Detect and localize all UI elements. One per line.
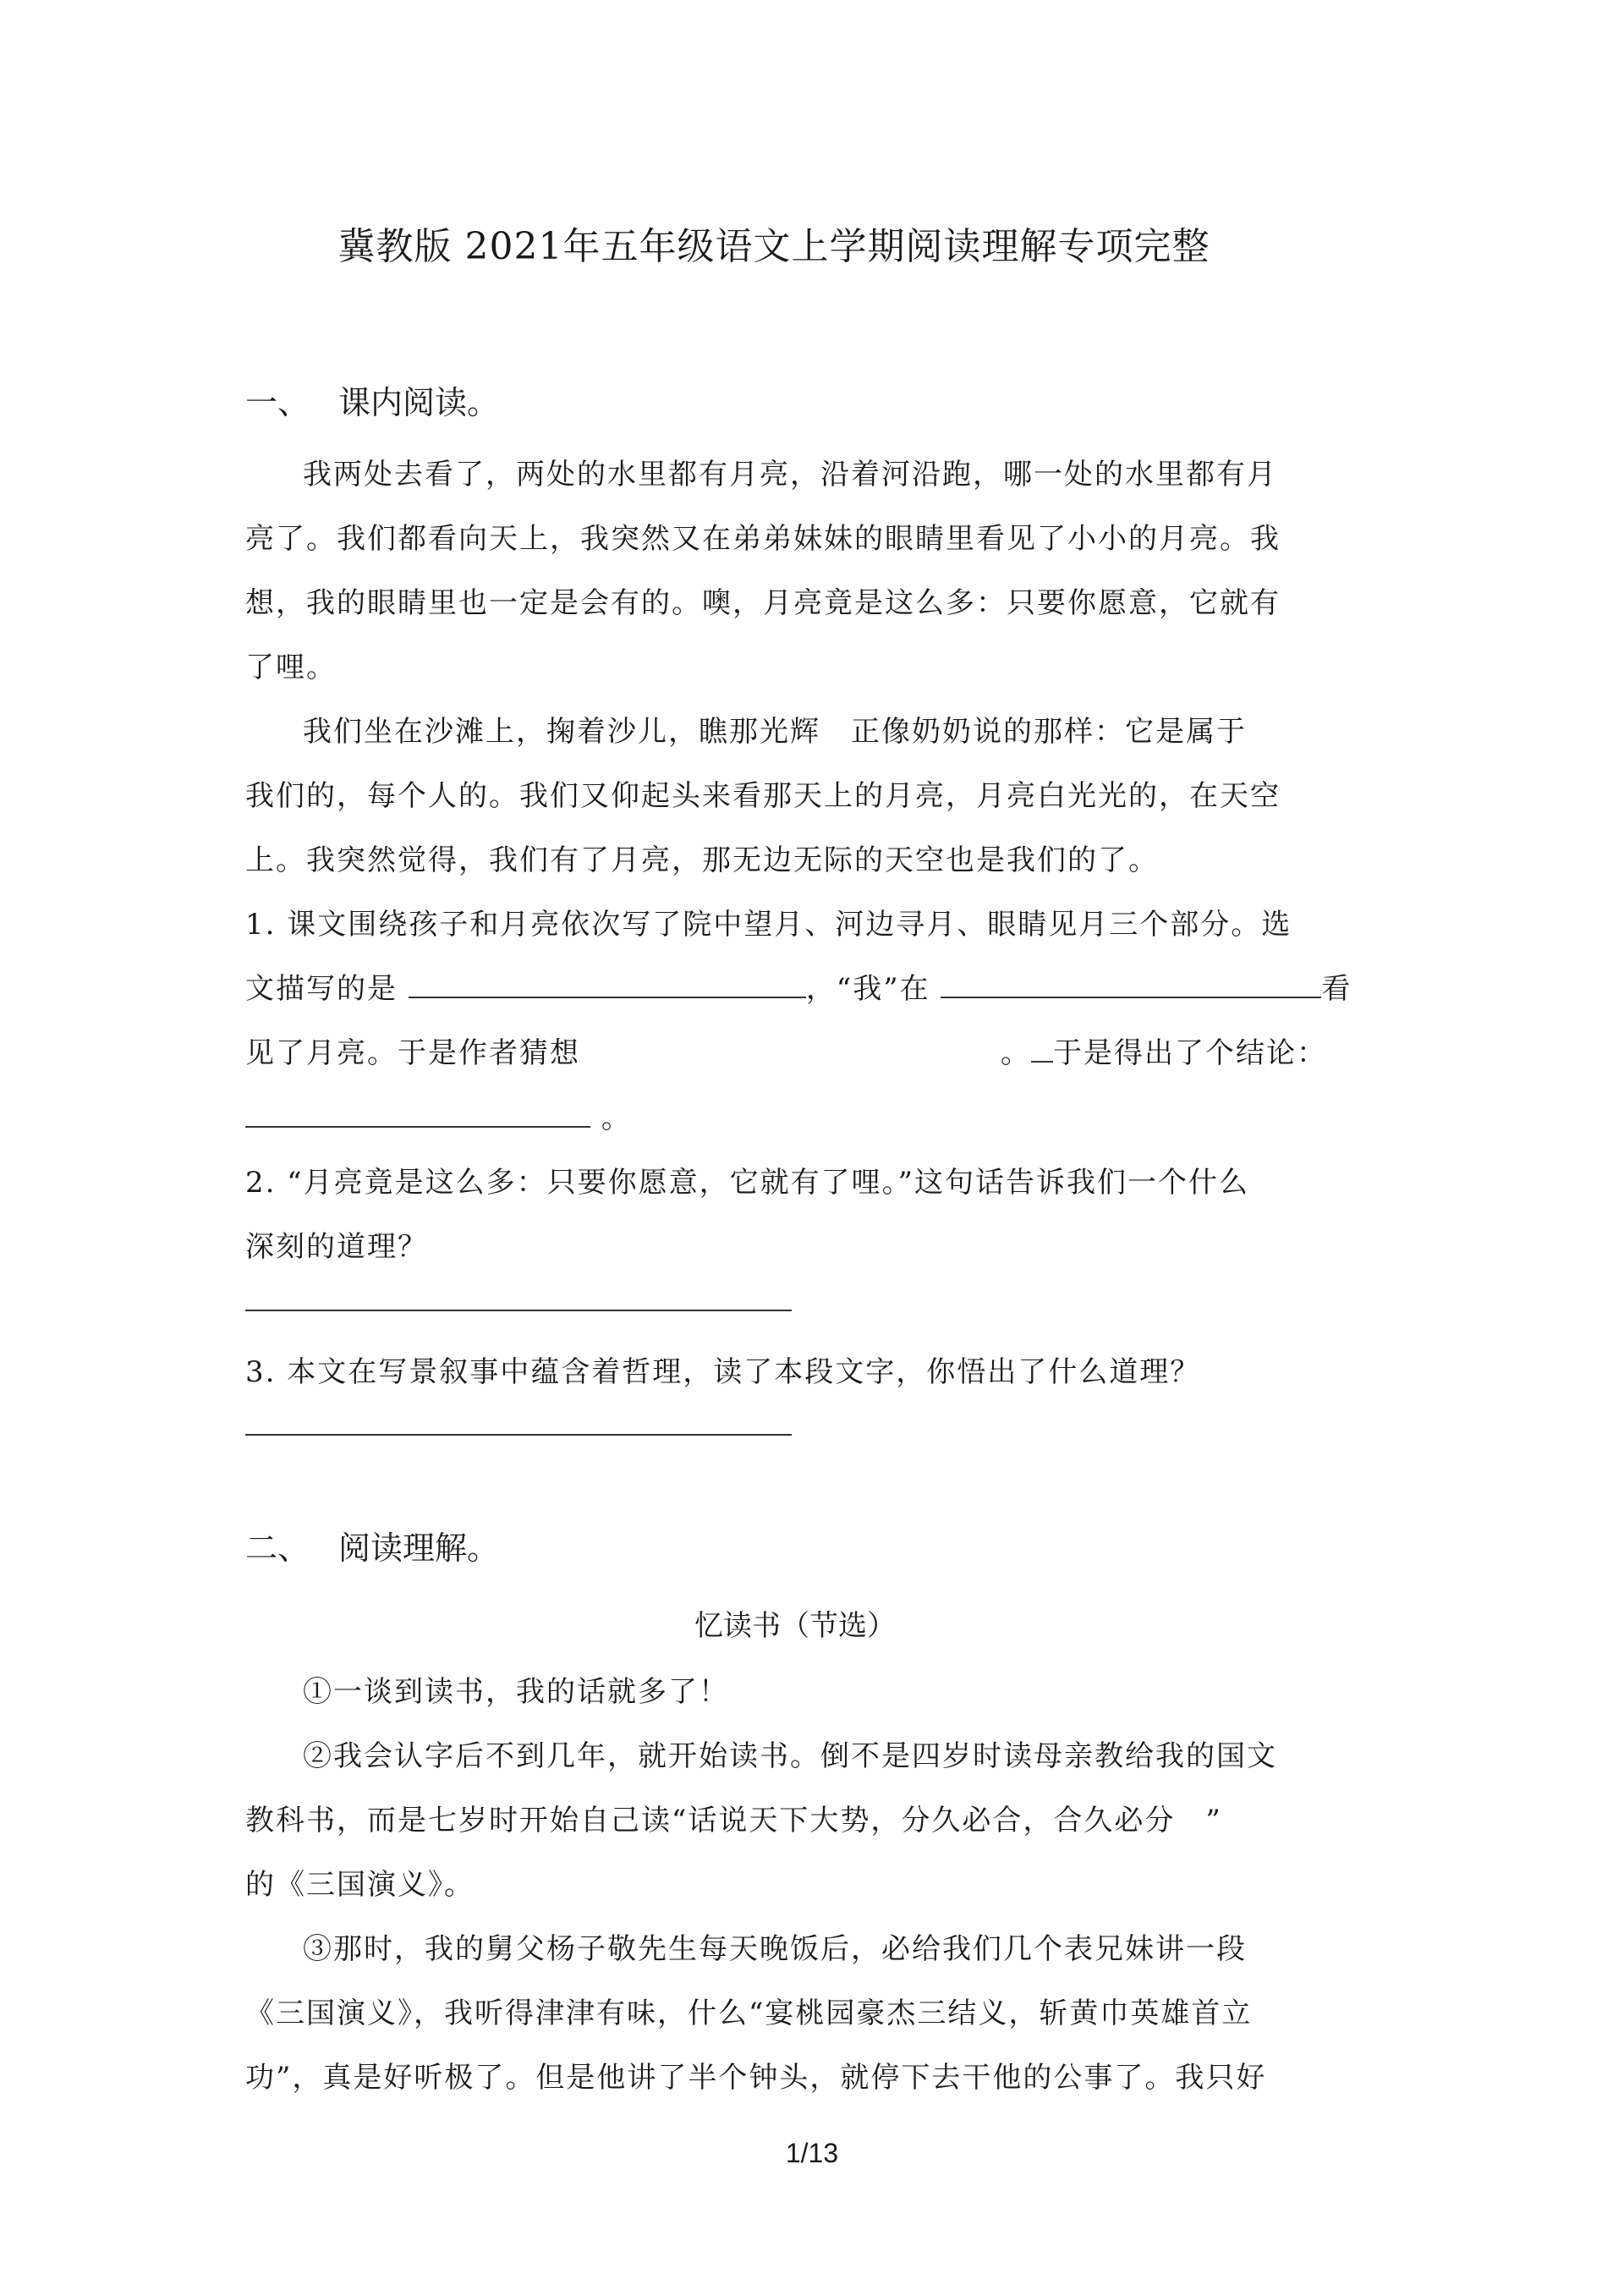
passage-line: 我们的，每个人的。我们又仰起头来看那天上的月亮，月亮白光光的，在天空 <box>245 779 1281 813</box>
article-paragraph: 教科书，而是七岁时开始自己读“话说天下大势，分久必合，合久必分 ” <box>245 1804 1222 1837</box>
question-1-prompt: ，“我”在 <box>805 972 930 1006</box>
question-1-prompt: 于是得出了个结论： <box>1053 1036 1327 1070</box>
answer-blank[interactable] <box>1031 1035 1053 1063</box>
section-2-title: 阅读理解。 <box>338 1530 500 1567</box>
answer-blank[interactable] <box>409 971 806 998</box>
passage-line: 我们坐在沙滩上，掬着沙儿，瞧那光辉 正像奶奶说的那样：它是属于 <box>303 715 1247 749</box>
article-paragraph: 《三国演义》，我听得津津有味，什么“宴桃园豪杰三结义，斩黄巾英雄首立 <box>245 1997 1253 2030</box>
question-2-text: 2. “月亮竟是这么多：只要你愿意，它就有了哩。”这句话告诉我们一个什么 <box>245 1166 1250 1200</box>
section-1-number: 一、 <box>245 384 310 421</box>
answer-blank[interactable] <box>941 971 1321 998</box>
question-3-text: 3. 本文在写景叙事中蕴含着哲理，读了本段文字，你悟出了什么道理？ <box>245 1355 1201 1389</box>
question-1-fill-line <box>245 1030 580 1071</box>
passage-line: 想，我的眼睛里也一定是会有的。噢，月亮竟是这么多：只要你愿意，它就有 <box>245 586 1281 620</box>
passage-line: 了哩。 <box>245 651 337 684</box>
article-paragraph: 功”，真是好听极了。但是他讲了半个钟头，就停下去干他的公事了。我只好 <box>245 2061 1267 2095</box>
question-1-period: 。 <box>1001 1036 1031 1070</box>
article-paragraph: ①一谈到读书，我的话就多了！ <box>303 1675 729 1709</box>
page-number: 1/13 <box>785 2138 839 2168</box>
passage-line: 亮了。我们都看向天上，我突然又在弟弟妹妹的眼睛里看见了小小的月亮。我 <box>245 522 1281 556</box>
document-title: 冀教版 2021年五年级语文上学期阅读理解专项完整 <box>337 225 1210 268</box>
section-2-heading <box>245 1522 499 1568</box>
question-1-fill-line <box>245 965 1352 1007</box>
passage-line: 上。我突然觉得，我们有了月亮，那无边无际的天空也是我们的了。 <box>245 843 1159 877</box>
article-paragraph: 的《三国演义》。 <box>245 1868 475 1902</box>
question-1-prompt: 看 <box>1321 972 1352 1006</box>
answer-line[interactable] <box>245 1310 792 1311</box>
section-1-title: 课内阅读。 <box>338 384 500 421</box>
question-1-fill-line <box>245 1095 632 1136</box>
answer-blank[interactable] <box>245 1101 590 1128</box>
article-title: 忆读书（节选） <box>694 1609 896 1643</box>
question-1-prompt: 文描写的是 <box>245 972 398 1006</box>
question-2-text: 深刻的道理？ <box>245 1230 428 1264</box>
question-1-text: 1. 课文围绕孩子和月亮依次写了院中望月、河边寻月、眼睛见月三个部分。选 <box>245 908 1292 942</box>
section-1-heading <box>245 376 499 423</box>
question-1-fill-line <box>1001 1030 1327 1071</box>
passage-line: 我两处去看了，两处的水里都有月亮，沿着河沿跑，哪一处的水里都有月 <box>303 458 1277 492</box>
answer-line[interactable] <box>245 1434 792 1436</box>
article-paragraph: ②我会认字后不到几年，就开始读书。倒不是四岁时读母亲教给我的国文 <box>303 1739 1277 1773</box>
article-paragraph: ③那时，我的舅父杨子敬先生每天晚饭后，必给我们几个表兄妹讲一段 <box>303 1932 1247 1966</box>
question-1-prompt: 见了月亮。于是作者猜想 <box>245 1036 580 1070</box>
section-2-number: 二、 <box>245 1530 310 1567</box>
question-1-period: 。 <box>601 1101 632 1135</box>
